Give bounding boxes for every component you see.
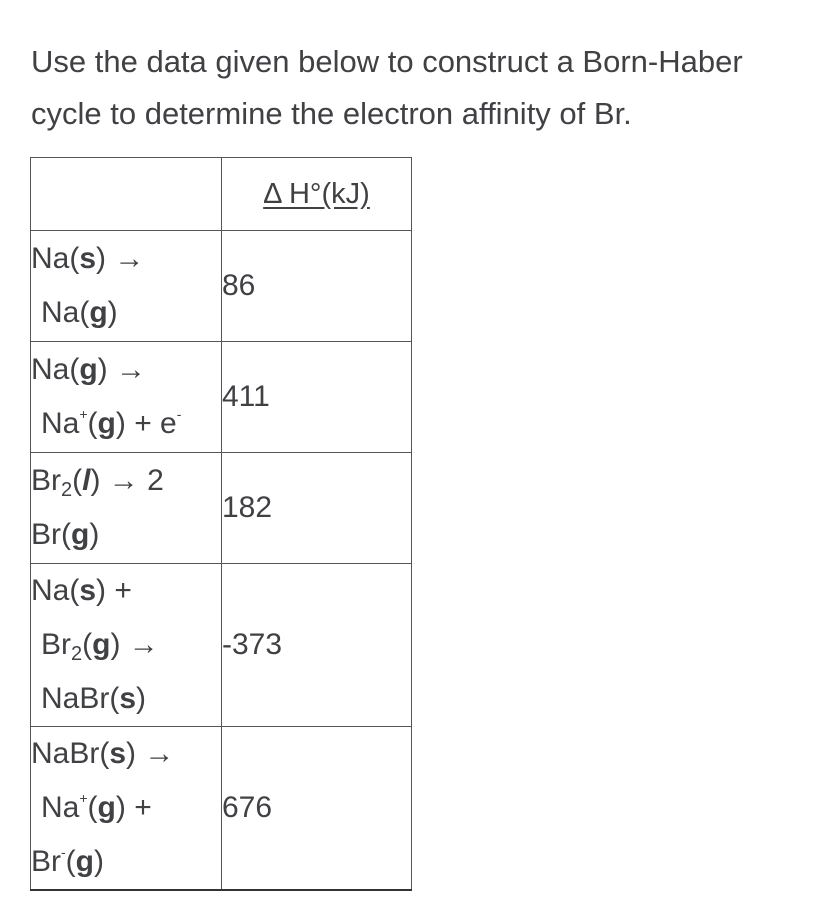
table-row [31,453,412,564]
table-header-row [31,158,412,231]
reaction-cell [31,453,222,564]
enthalpy-value: 86 [222,231,412,342]
enthalpy-value: 411 [222,342,412,453]
reaction-line: Na(s) + [31,574,132,607]
reaction-line: Na+(g) + [41,790,152,824]
reaction-line: NaBr(s) [41,682,147,715]
enthalpy-data-table [30,157,412,891]
header-empty-cell [31,158,222,231]
reaction-line: Br-(g) [31,844,104,878]
header-enthalpy-cell [222,158,412,231]
reaction-line: Na(g) → [31,353,146,386]
reaction-line: Na(s) → [31,242,145,275]
enthalpy-value: 182 [222,453,412,564]
table-row [31,231,412,342]
reaction-line: $Br_2(l) \to 2$ [31,464,164,501]
question-line-2: cycle to determine the electron affinity of Br. [31,96,632,131]
table-row [31,727,412,891]
reaction-cell [31,231,222,342]
reaction-cell [31,564,222,727]
question-text [31,36,811,140]
table-row [31,564,412,727]
question-line-1: Use the data given below to construct a Born-Haber [31,44,743,79]
enthalpy-value: 676 [222,727,412,891]
reaction-cell [31,342,222,453]
enthalpy-header: Δ H°(kJ) [263,178,370,210]
reaction-line: NaBr(s) → [31,737,175,770]
reaction-line: Na+(g) + e- [41,406,182,440]
reaction-line: Na(g) [41,296,118,329]
reaction-line: $Br_2(g)$ → [41,628,159,665]
enthalpy-value: -373 [222,564,412,727]
reaction-cell [31,727,222,891]
table-row [31,342,412,453]
reaction-line: Br(g) [31,518,100,551]
